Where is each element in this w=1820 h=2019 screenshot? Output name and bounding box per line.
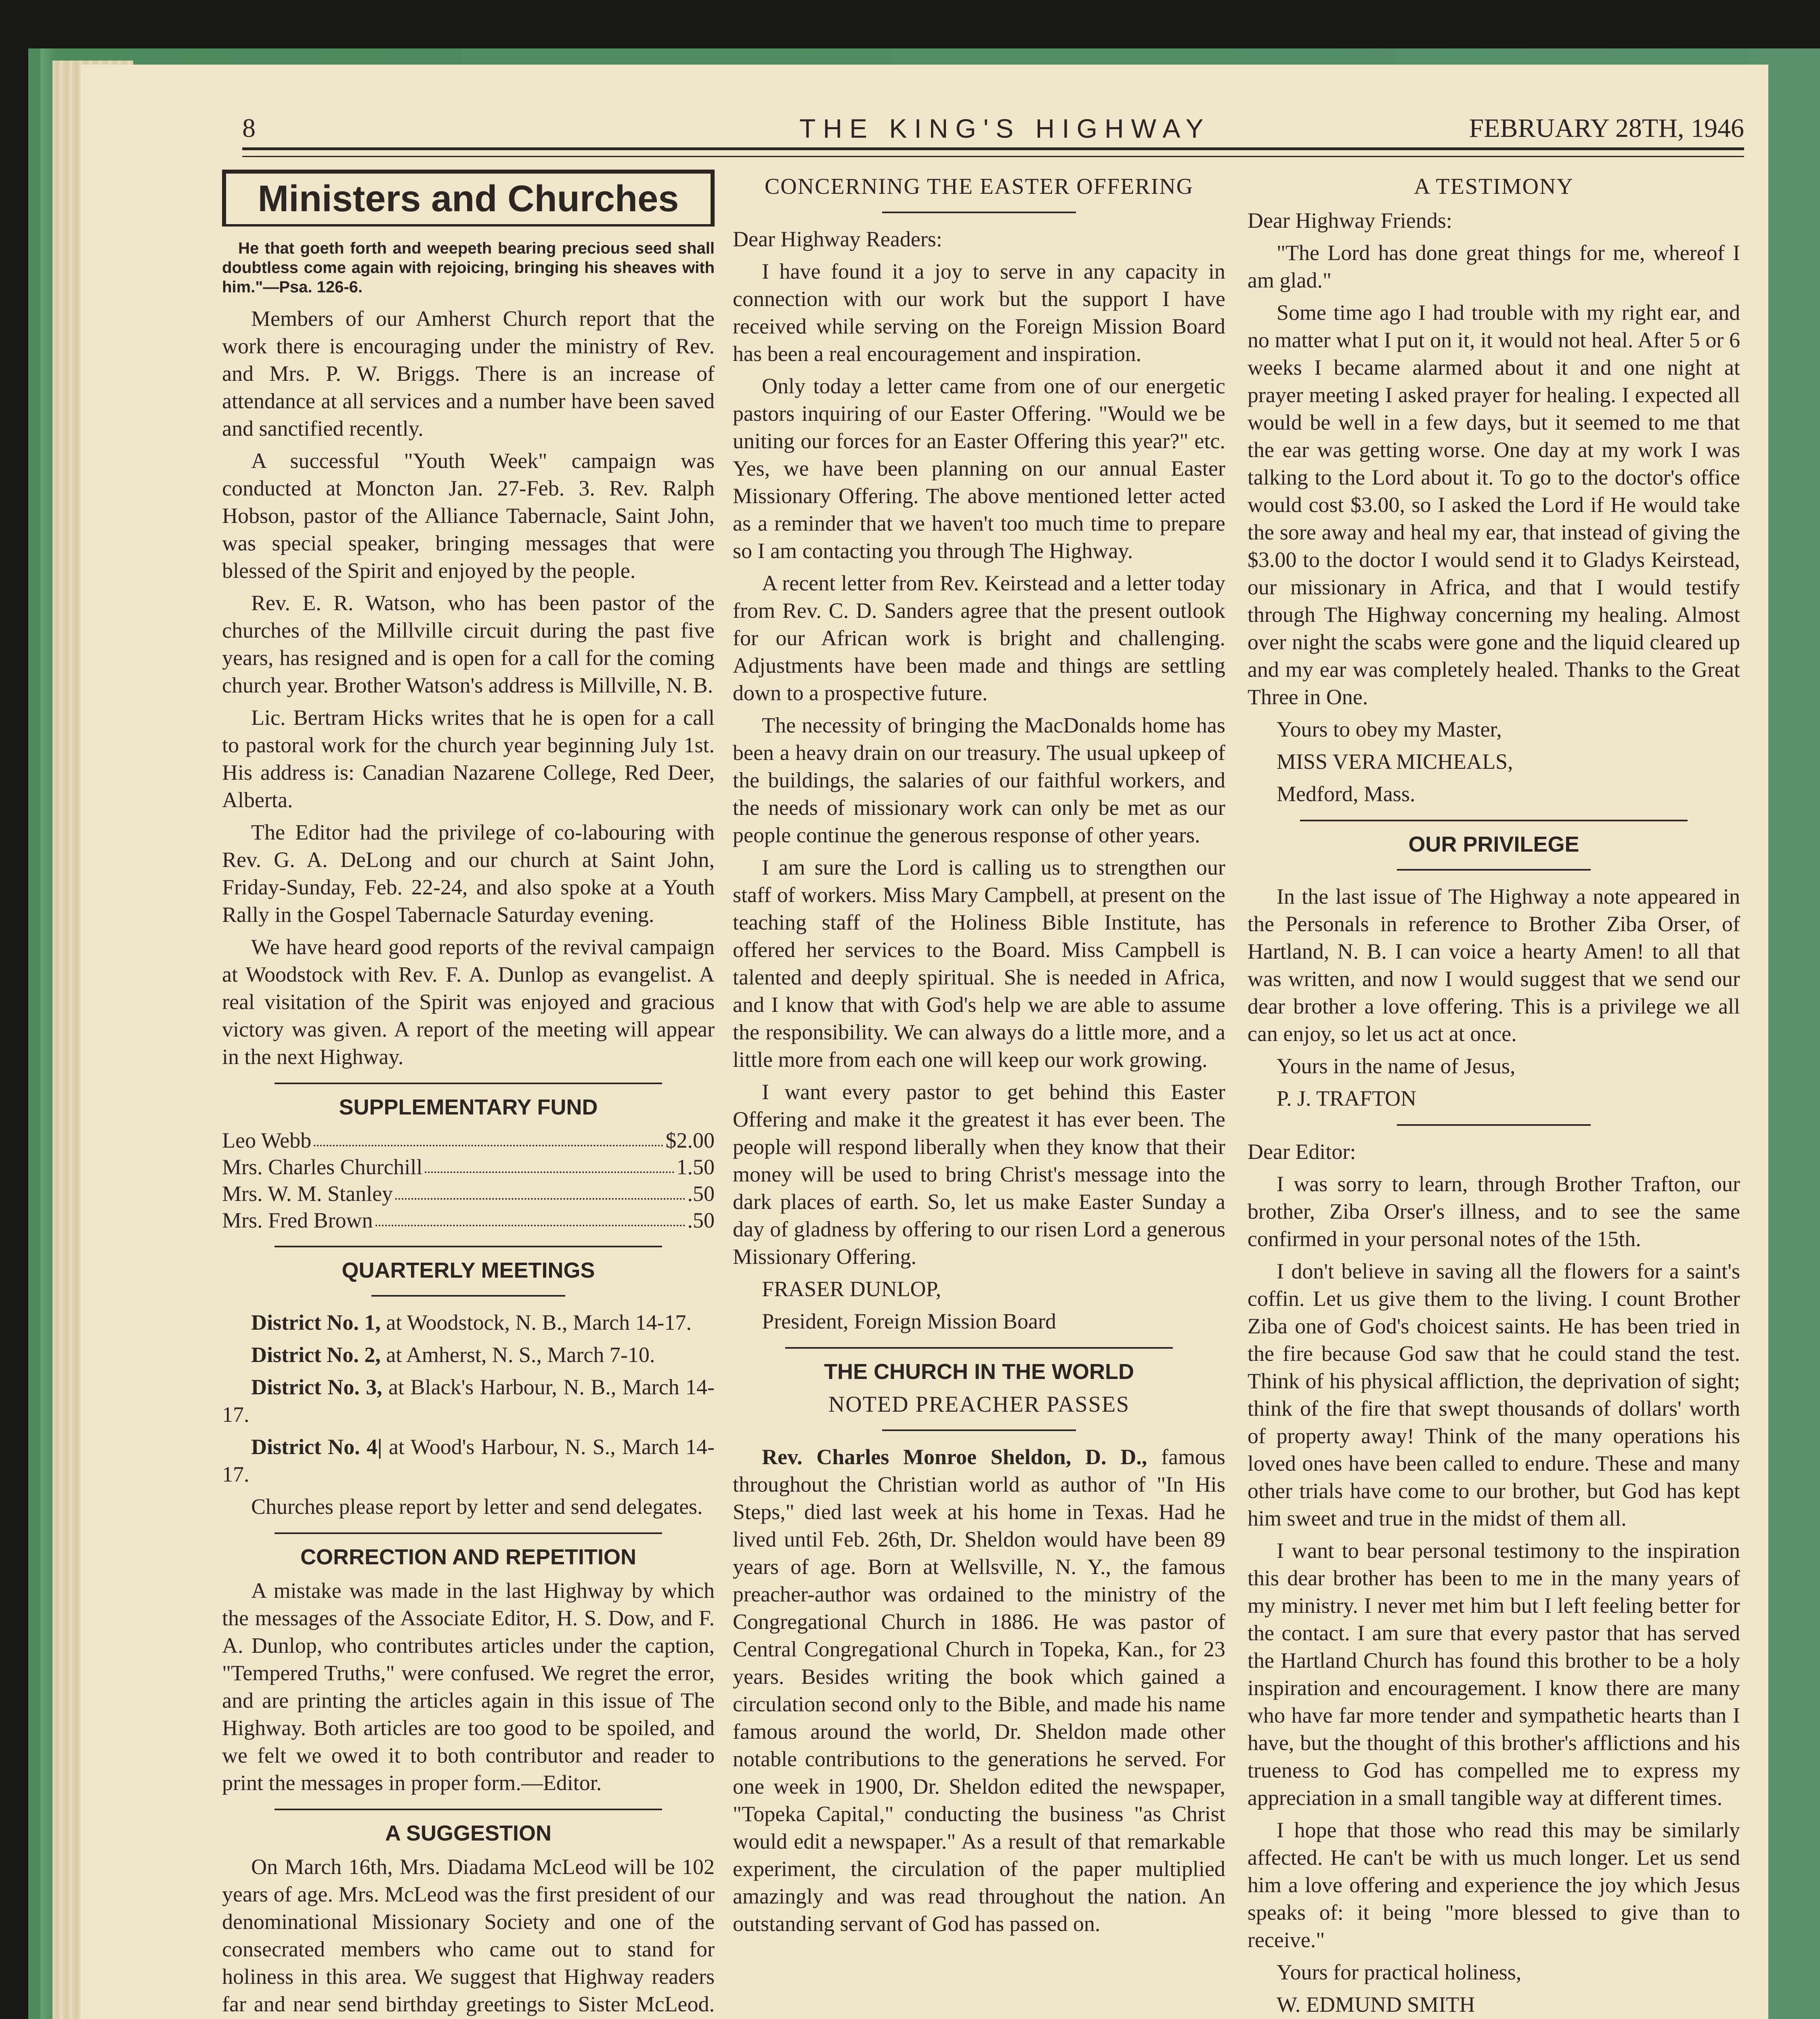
closing: Yours for practical holiness, (1277, 1960, 1522, 1984)
heading-easter-offering: CONCERNING THE EASTER OFFERING (764, 174, 1194, 199)
meeting-entry: District No. 2, at Amherst, N. S., March 7-10. (251, 1343, 655, 1367)
header-rule (242, 147, 1744, 157)
paragraph: In the last issue of The Highway a note appeared in the Personals in reference to Brother Ziba Orser, of Hartland, N. B. I can voice a hearty Amen! to all that was written, and now I would suggest that we send our dear brother a love offering. This is a privilege we all can enjoy, so let us act at once. (1248, 884, 1740, 1046)
salutation: Dear Editor: (1248, 1140, 1356, 1164)
donor-name: Mrs. W. M. Stanley (222, 1182, 393, 1206)
heading-suggestion: A SUGGESTION (385, 1821, 552, 1845)
signature-name: W. EDMUND SMITH (1277, 1992, 1475, 2017)
donation-amount: .50 (687, 1208, 715, 1232)
meeting-entry: District No. 3, at Black's Harbour, N. B., March 14-17. (222, 1375, 715, 1427)
signature-name: FRASER DUNLOP, (762, 1277, 941, 1301)
heading-our-privilege: OUR PRIVILEGE (1408, 832, 1579, 856)
paragraph: On March 16th, Mrs. Diadama McLeod will be 102 years of age. Mrs. McLeod was the first president of our denominational Missionary Society and one of the consecrated members who came out to stand for holiness in this area. We suggest that Highway readers far and near send birthday greetings to Sister McLeod. (222, 1855, 715, 2016)
masthead: THE KING'S HIGHWAY (799, 113, 1211, 143)
paragraph: I hope that those who read this may be similarly affected. He can't be with us much longer. Let us send him a love offering and experience the joy which Jesus speaks of: it being "more blessed to give than to receive." (1248, 1818, 1740, 1952)
column-3 (1248, 170, 1740, 2019)
page-header (242, 113, 1744, 149)
fund-row (222, 1180, 715, 1207)
fund-row (222, 1154, 715, 1180)
closing: Yours to obey my Master, (1277, 717, 1502, 741)
divider (275, 1083, 662, 1084)
magazine-page (81, 65, 1768, 2019)
paragraph: Rev. E. R. Watson, who has been pastor of the churches of the Millville circuit during the past five years, has resigned and is open for a call for the coming church year. Brother Watson's address is Millville, N. B. (222, 591, 715, 697)
paragraph: A mistake was made in the last Highway by which the messages of the Associate Editor, H. S. Dow, and F. A. Dunlop, who contributes articles under the caption, "Tempered Truths," were confused. We regret the error, and are printing the articles again in this issue of The Highway. Both articles are too good to be spoiled, and we felt we owed it to both contributor and reader to print the messages in proper form.—Editor. (222, 1578, 715, 1795)
divider (1397, 869, 1591, 871)
signature-title: President, Foreign Mission Board (762, 1309, 1056, 1333)
paragraph: I don't believe in saving all the flowers for a saint's coffin. Let us give them to the living. I count Brother Ziba one of God's choicest saints. He has been tried in the fire because God saw that he could stand the test. Think of his physical affliction, the deprivation of sight; think of the fire that swept thousands of dollars' worth of property away! Think of the many operations his loved ones have been called to endure. These and many other trials have come to our brother, but God has kept him sweet and true in the midst of them all. (1248, 1259, 1740, 1530)
paragraph: "The Lord has done great things for me, whereof I am glad." (1248, 241, 1740, 292)
donor-name: Mrs. Charles Churchill (222, 1155, 423, 1179)
paragraph: Some time ago I had trouble with my right ear, and no matter what I put on it, it would not heal. After 5 or 6 weeks I became alarmed about it and one night at prayer meeting I asked prayer for healing. I expected all would be well in a few days, but it seemed to me that the ear was getting worse. One day at my work I was talking to the Lord about it. To go to the doctor's office would cost $3.00, so I asked the Lord if He would take the sore away and heal my ear, that instead of giving the $3.00 to the doctor I would send it to Gladys Keirstead, our missionary in Africa, and that I would testify through The Highway concerning my healing. Almost over night the scabs were gone and the liquid cleared up and my ear was completely healed. Thanks to the Great Three in One. (1248, 300, 1740, 709)
paragraph: We have heard good reports of the revival campaign at Woodstock with Rev. F. A. Dunlop as evangelist. A real visitation of the Spirit was enjoyed and gracious victory was given. A report of the meeting will appear in the next Highway. (222, 935, 715, 1069)
divider (371, 1295, 565, 1297)
meeting-entry: District No. 4| at Wood's Harbour, N. S., March 14-17. (222, 1435, 715, 1486)
divider (275, 1246, 662, 1247)
heading-correction: CORRECTION AND REPETITION (300, 1545, 637, 1569)
donor-name: Mrs. Fred Brown (222, 1208, 373, 1232)
heading-supplementary-fund: SUPPLEMENTARY FUND (339, 1095, 598, 1119)
column-1 (222, 170, 715, 2019)
paragraph: A successful "Youth Week" campaign was conducted at Moncton Jan. 27-Feb. 3. Rev. Ralph Hobson, pastor of the Alliance Tabernacle, Saint John, was special speaker, bringing messages that were blessed of the Spirit and enjoyed by the people. (222, 449, 715, 583)
paragraph: I was sorry to learn, through Brother Trafton, our brother, Ziba Orser's illness, and to see the same confirmed in your personal notes of the 15th. (1248, 1172, 1740, 1251)
paragraph: Lic. Bertram Hicks writes that he is open for a call to pastoral work for the church year beginning July 1st. His address is: Canadian Nazarene College, Red Deer, Alberta. (222, 705, 715, 812)
divider (1300, 820, 1688, 821)
divider (275, 1532, 662, 1534)
paragraph: I am sure the Lord is calling us to strengthen our staff of workers. Miss Mary Campbell, at present on the teaching staff of the Holiness Bible Institute, has offered her services to the Board. Miss Campbell is talented and deeply spiritual. She is needed in Africa, and I know that with God's help we are able to assume the responsibility. We can always do a little more, and a little more from each one will keep our work growing. (733, 855, 1225, 1072)
donor-name: Leo Webb (222, 1128, 312, 1152)
page-number: 8 (242, 113, 256, 143)
paragraph: I want to bear personal testimony to the inspiration this dear brother has been to me in the many years of my ministry. I never met him but I left feeling better for the contact. I am sure that every pastor that has served the Hartland Church has found this brother to be a holy inspiration and encouragement. I know there are many who have far more tender and sympathetic hearts than I have, but the thought of this brother's afflictions and his trueness to God has compelled me to express my appreciation in a small tangible way at different times. (1248, 1538, 1740, 1810)
heading-testimony: A TESTIMONY (1414, 174, 1574, 199)
issue-date: FEBRUARY 28TH, 1946 (1469, 113, 1744, 143)
heading-church-in-world: THE CHURCH IN THE WORLD (824, 1360, 1134, 1384)
divider (785, 1347, 1173, 1349)
donation-amount: 1.50 (676, 1155, 715, 1179)
subheading-noted-preacher: NOTED PREACHER PASSES (828, 1392, 1130, 1417)
divider (1397, 1124, 1591, 1126)
meeting-entry: District No. 1, at Woodstock, N. B., March 14-17. (251, 1310, 692, 1335)
heading-quarterly-meetings: QUARTERLY MEETINGS (342, 1258, 595, 1282)
section-title-ministers: Ministers and Churches (222, 170, 715, 227)
salutation: Dear Highway Readers: (733, 227, 942, 251)
donation-amount: $2.00 (665, 1128, 715, 1152)
paragraph: Only today a letter came from one of our energetic pastors inquiring of our Easter Offering. "Would we be uniting our forces for an Easter Offering this year?" etc. Yes, we have been planning on our annual Easter Missionary Offering. The above mentioned letter acted as a reminder that we haven't too much time to prepare so I am contacting you through The Highway. (733, 374, 1225, 563)
paragraph: Rev. Charles Monroe Sheldon, D. D., famous throughout the Christian world as author of "In His Steps," died last week at his home in Texas. Had he lived until Feb. 26th, Dr. Sheldon would have been 89 years of age. Born at Wellsville, N. Y., the famous preacher-author was ordained to the ministry of the Congregational Church in 1886. He was pastor of Central Congregational Church in Topeka, Kan., for 23 years. Besides writing the book which gained a circulation second only to the Bible, and made his name famous around the world, Dr. Sheldon made other notable contributions to the generations he served. For one week in 1900, Dr. Sheldon edited the newspaper, "Topeka Capital," conducting the business "as Christ would edit a newspaper." As a result of that remarkable experiment, the circulation of the paper multiplied amazingly and was read throughout the nation. An outstanding servant of God has passed on. (733, 1445, 1225, 1936)
paragraph: The Editor had the privilege of co-labouring with Rev. G. A. DeLong and our church at Saint John, Friday-Sunday, Feb. 22-24, and also spoke at a Youth Rally in the Gospel Tabernacle Saturday evening. (222, 820, 715, 927)
paragraph: I want every pastor to get behind this Easter Offering and make it the greatest it has ever been. The people will respond liberally when they know that their money will be used to bring Christ's message into the dark places of earth. So, let us make Easter Sunday a day of gladness by offering to our risen Lord a generous Missionary Offering. (733, 1080, 1225, 1269)
paragraph: A recent letter from Rev. Keirstead and a letter today from Rev. C. D. Sanders agree that the present outlook for our African work is bright and challenging. Adjustments have been made and things are settling down to a prospective future. (733, 571, 1225, 705)
column-2 (733, 170, 1225, 1942)
paragraph: I have found it a joy to serve in any capacity in connection with our work but the support I have received while serving on the Foreign Mission Board has been a real encouragement and inspiration. (733, 259, 1225, 366)
fund-row (222, 1207, 715, 1234)
scripture-verse: He that goeth forth and weepeth bearing precious seed shall doubtless come again with rejoicing, bringing his sheaves with him."—Psa. 126-6. (222, 239, 715, 296)
donation-amount: .50 (687, 1182, 715, 1206)
signature-name: P. J. TRAFTON (1277, 1086, 1417, 1110)
signature-name: MISS VERA MICHEALS, (1277, 749, 1513, 774)
divider (275, 1809, 662, 1810)
paragraph: Members of our Amherst Church report that the work there is encouraging under the ministry of Rev. and Mrs. P. W. Briggs. There is an increase of attendance at all services and a number have been saved and sanctified recently. (222, 306, 715, 441)
closing: Yours in the name of Jesus, (1277, 1054, 1516, 1078)
fund-row (222, 1127, 715, 1154)
signature-place: Medford, Mass. (1277, 782, 1415, 806)
paragraph: The necessity of bringing the MacDonalds home has been a heavy drain on our treasury. The usual upkeep of the buildings, the salaries of our faithful workers, and the needs of missionary work can only be met as our people continue the generous response of other years. (733, 713, 1225, 847)
salutation: Dear Highway Friends: (1248, 208, 1452, 233)
paragraph: Churches please report by letter and send delegates. (251, 1494, 703, 1519)
divider (882, 212, 1076, 213)
divider (882, 1429, 1076, 1431)
